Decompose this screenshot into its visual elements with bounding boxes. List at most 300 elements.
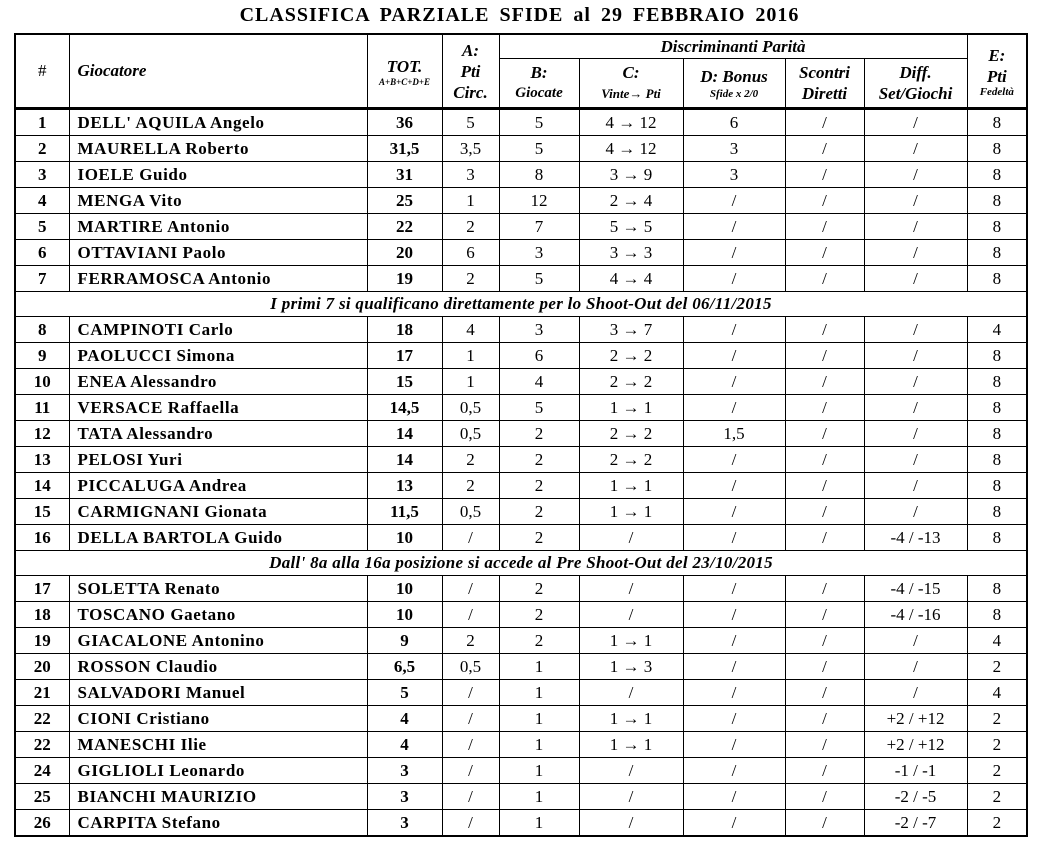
giocate-cell: 12 (499, 188, 579, 214)
table-row (15, 525, 1027, 551)
vinte-pti-cell: 1 → 1 (579, 732, 683, 758)
pos-cell: 5 (15, 214, 69, 240)
table-row (15, 136, 1027, 162)
fedelta-cell: 8 (967, 473, 1027, 499)
vinte-pti-cell: / (579, 784, 683, 810)
pti-circ-cell: 5 (442, 109, 499, 136)
giocate-cell: 8 (499, 162, 579, 188)
sc-label-2: Diretti (801, 84, 848, 103)
rows-mid (15, 317, 1027, 551)
bonus-cell: / (683, 654, 785, 680)
pos-cell: 15 (15, 499, 69, 525)
player-name-cell: CIONI Cristiano (69, 706, 367, 732)
tot-cell: 20 (367, 240, 442, 266)
pti-circ-cell: / (442, 576, 499, 602)
pos-cell: 16 (15, 525, 69, 551)
giocate-cell: 6 (499, 343, 579, 369)
vinte-pti-cell: 3 → 7 (579, 317, 683, 343)
pos-cell: 9 (15, 343, 69, 369)
tot-cell: 6,5 (367, 654, 442, 680)
pti-circ-cell: 2 (442, 473, 499, 499)
rows-top (15, 109, 1027, 292)
diff-cell: +2 / +12 (864, 732, 967, 758)
vinte-pti-cell: 1 → 1 (579, 628, 683, 654)
fedelta-cell: 2 (967, 758, 1027, 784)
tot-cell: 15 (367, 369, 442, 395)
e-label-3: Fedeltà (979, 86, 1014, 98)
diff-label-2: Set/Giochi (878, 84, 953, 103)
scontri-cell: / (785, 214, 864, 240)
bonus-cell: / (683, 810, 785, 837)
tot-sub-label: A+B+C+D+E (378, 76, 431, 87)
table-row (15, 732, 1027, 758)
giocate-cell: 3 (499, 240, 579, 266)
vinte-pti-cell: / (579, 810, 683, 837)
diff-cell: / (864, 240, 967, 266)
player-name-cell: SALVADORI Manuel (69, 680, 367, 706)
tot-cell: 14,5 (367, 395, 442, 421)
vinte-pti-cell: 3 → 3 (579, 240, 683, 266)
table-row (15, 810, 1027, 837)
pti-circ-cell: / (442, 680, 499, 706)
player-name-cell: TATA Alessandro (69, 421, 367, 447)
pti-circ-cell: 1 (442, 188, 499, 214)
tot-cell: 36 (367, 109, 442, 136)
diff-cell: / (864, 654, 967, 680)
diff-label-1: Diff. (899, 63, 932, 82)
vinte-pti-cell: 1 → 1 (579, 706, 683, 732)
bonus-cell: / (683, 628, 785, 654)
fedelta-cell: 2 (967, 732, 1027, 758)
scontri-cell: / (785, 706, 864, 732)
tot-cell: 14 (367, 447, 442, 473)
player-name-cell: DELLA BARTOLA Guido (69, 525, 367, 551)
table-row (15, 240, 1027, 266)
fedelta-cell: 8 (967, 343, 1027, 369)
tot-cell: 31 (367, 162, 442, 188)
bonus-cell: / (683, 576, 785, 602)
fedelta-cell: 8 (967, 576, 1027, 602)
bonus-cell: / (683, 499, 785, 525)
diff-cell: / (864, 214, 967, 240)
table-row (15, 343, 1027, 369)
fedelta-cell: 8 (967, 447, 1027, 473)
bonus-cell: / (683, 706, 785, 732)
col-header-e (967, 34, 1027, 109)
scontri-cell: / (785, 343, 864, 369)
d-label-1: D: Bonus (700, 66, 768, 86)
giocate-cell: 2 (499, 473, 579, 499)
col-header-scontri (785, 59, 864, 109)
vinte-pti-cell: 2 → 2 (579, 343, 683, 369)
a-label-2: Pti (460, 61, 481, 81)
giocate-cell: 5 (499, 136, 579, 162)
diff-cell: -4 / -13 (864, 525, 967, 551)
vinte-pti-cell: 4 → 12 (579, 136, 683, 162)
vinte-pti-cell: 5 → 5 (579, 214, 683, 240)
vinte-pti-cell: / (579, 602, 683, 628)
scontri-cell: / (785, 421, 864, 447)
player-name-cell: GIACALONE Antonino (69, 628, 367, 654)
diff-cell: -2 / -5 (864, 784, 967, 810)
giocate-cell: 2 (499, 421, 579, 447)
player-name-cell: PICCALUGA Andrea (69, 473, 367, 499)
col-header-pos: # (15, 34, 69, 109)
bonus-cell: 1,5 (683, 421, 785, 447)
diff-cell: -4 / -15 (864, 576, 967, 602)
player-name-cell: IOELE Guido (69, 162, 367, 188)
tot-cell: 3 (367, 784, 442, 810)
pos-cell: 3 (15, 162, 69, 188)
vinte-pti-cell: / (579, 758, 683, 784)
table-row (15, 317, 1027, 343)
tot-cell: 17 (367, 343, 442, 369)
giocate-cell: 7 (499, 214, 579, 240)
pos-cell: 17 (15, 576, 69, 602)
scontri-cell: / (785, 447, 864, 473)
scontri-cell: / (785, 240, 864, 266)
pos-cell: 24 (15, 758, 69, 784)
diff-cell: / (864, 317, 967, 343)
pos-cell: 22 (15, 706, 69, 732)
pos-cell: 19 (15, 628, 69, 654)
player-name-cell: MANESCHI Ilie (69, 732, 367, 758)
scontri-cell: / (785, 654, 864, 680)
tot-cell: 5 (367, 680, 442, 706)
scontri-cell: / (785, 109, 864, 136)
pti-circ-cell: 4 (442, 317, 499, 343)
fedelta-cell: 8 (967, 162, 1027, 188)
scontri-cell: / (785, 810, 864, 837)
fedelta-cell: 8 (967, 525, 1027, 551)
table-row (15, 214, 1027, 240)
standings-table (14, 33, 1028, 837)
giocate-cell: 1 (499, 784, 579, 810)
table-row (15, 602, 1027, 628)
player-name-cell: DELL' AQUILA Angelo (69, 109, 367, 136)
vinte-pti-cell: 3 → 9 (579, 162, 683, 188)
player-name-cell: CARMIGNANI Gionata (69, 499, 367, 525)
vinte-pti-cell: / (579, 525, 683, 551)
diff-cell: / (864, 369, 967, 395)
diff-cell: / (864, 266, 967, 292)
table-row (15, 162, 1027, 188)
scontri-cell: / (785, 162, 864, 188)
col-header-player: Giocatore (69, 34, 367, 109)
tot-cell: 18 (367, 317, 442, 343)
player-name-cell: CARPITA Stefano (69, 810, 367, 837)
bonus-cell: / (683, 473, 785, 499)
diff-cell: / (864, 395, 967, 421)
player-name-cell: ENEA Alessandro (69, 369, 367, 395)
scontri-cell: / (785, 602, 864, 628)
giocate-cell: 1 (499, 680, 579, 706)
giocate-cell: 1 (499, 732, 579, 758)
tot-cell: 11,5 (367, 499, 442, 525)
player-name-cell: PAOLUCCI Simona (69, 343, 367, 369)
vinte-pti-cell: 1 → 1 (579, 395, 683, 421)
pos-cell: 4 (15, 188, 69, 214)
fedelta-cell: 8 (967, 136, 1027, 162)
bonus-cell: / (683, 395, 785, 421)
scontri-cell: / (785, 266, 864, 292)
giocate-cell: 1 (499, 758, 579, 784)
vinte-pti-cell: 2 → 2 (579, 421, 683, 447)
tot-cell: 10 (367, 602, 442, 628)
pti-circ-cell: / (442, 810, 499, 837)
bonus-cell: / (683, 602, 785, 628)
pti-circ-cell: 0,5 (442, 654, 499, 680)
fedelta-cell: 2 (967, 654, 1027, 680)
giocate-cell: 1 (499, 654, 579, 680)
fedelta-cell: 2 (967, 784, 1027, 810)
pos-cell: 6 (15, 240, 69, 266)
scontri-cell: / (785, 680, 864, 706)
pti-circ-cell: / (442, 784, 499, 810)
scontri-cell: / (785, 499, 864, 525)
bonus-cell: / (683, 214, 785, 240)
scontri-cell: / (785, 576, 864, 602)
giocate-cell: 5 (499, 266, 579, 292)
pti-circ-cell: 1 (442, 369, 499, 395)
pos-cell: 18 (15, 602, 69, 628)
diff-cell: / (864, 628, 967, 654)
sc-label-1: Scontri (798, 63, 851, 82)
col-header-diff (864, 59, 967, 109)
vinte-pti-cell: 1 → 1 (579, 473, 683, 499)
giocate-cell: 2 (499, 525, 579, 551)
col-header-tot (367, 34, 442, 109)
pos-cell: 13 (15, 447, 69, 473)
giocate-cell: 1 (499, 706, 579, 732)
bonus-cell: 3 (683, 162, 785, 188)
table-row (15, 109, 1027, 136)
vinte-pti-cell: / (579, 576, 683, 602)
giocate-cell: 2 (499, 628, 579, 654)
player-name-cell: VERSACE Raffaella (69, 395, 367, 421)
e-label-1: E: (988, 46, 1006, 65)
diff-cell: -1 / -1 (864, 758, 967, 784)
table-row (15, 447, 1027, 473)
pti-circ-cell: 2 (442, 266, 499, 292)
diff-cell: / (864, 343, 967, 369)
bonus-cell: / (683, 447, 785, 473)
pti-circ-cell: / (442, 525, 499, 551)
pos-cell: 26 (15, 810, 69, 837)
scontri-cell: / (785, 628, 864, 654)
pti-circ-cell: 2 (442, 214, 499, 240)
bonus-cell: / (683, 758, 785, 784)
pti-circ-cell: / (442, 758, 499, 784)
diff-cell: -2 / -7 (864, 810, 967, 837)
giocate-cell: 2 (499, 499, 579, 525)
fedelta-cell: 8 (967, 109, 1027, 136)
scontri-cell: / (785, 395, 864, 421)
tot-cell: 3 (367, 810, 442, 837)
bonus-cell: / (683, 317, 785, 343)
table-row (15, 628, 1027, 654)
scontri-cell: / (785, 784, 864, 810)
pos-cell: 12 (15, 421, 69, 447)
note-pre-shootout: Dall' 8a alla 16a posizione si accede al Pre Shoot-Out del 23/10/2015 (15, 551, 1027, 576)
player-name-cell: BIANCHI MAURIZIO (69, 784, 367, 810)
table-row (15, 758, 1027, 784)
giocate-cell: 1 (499, 810, 579, 837)
col-header-a (442, 34, 499, 109)
tot-cell: 10 (367, 576, 442, 602)
a-label-1: A: (462, 40, 479, 60)
diff-cell: / (864, 421, 967, 447)
scontri-cell: / (785, 136, 864, 162)
diff-cell: / (864, 162, 967, 188)
diff-cell: / (864, 499, 967, 525)
table-row (15, 499, 1027, 525)
pos-cell: 22 (15, 732, 69, 758)
table-row (15, 680, 1027, 706)
scontri-cell: / (785, 317, 864, 343)
bonus-cell: / (683, 369, 785, 395)
tot-cell: 14 (367, 421, 442, 447)
fedelta-cell: 8 (967, 266, 1027, 292)
pti-circ-cell: 2 (442, 447, 499, 473)
b-label-1: B: (530, 63, 548, 82)
player-name-cell: ROSSON Claudio (69, 654, 367, 680)
giocate-cell: 5 (499, 395, 579, 421)
pti-circ-cell: 2 (442, 628, 499, 654)
pti-circ-cell: 0,5 (442, 395, 499, 421)
fedelta-cell: 4 (967, 317, 1027, 343)
player-name-cell: MAURELLA Roberto (69, 136, 367, 162)
diff-cell: / (864, 136, 967, 162)
scontri-cell: / (785, 188, 864, 214)
table-row (15, 576, 1027, 602)
player-name-cell: TOSCANO Gaetano (69, 602, 367, 628)
bonus-cell: 6 (683, 109, 785, 136)
fedelta-cell: 8 (967, 240, 1027, 266)
diff-cell: -4 / -16 (864, 602, 967, 628)
fedelta-cell: 8 (967, 602, 1027, 628)
tot-label: TOT. (386, 56, 423, 76)
vinte-pti-cell: 2 → 2 (579, 447, 683, 473)
col-header-group: Discriminanti Parità (499, 34, 967, 59)
bonus-cell: / (683, 188, 785, 214)
tot-cell: 10 (367, 525, 442, 551)
player-name-cell: PELOSI Yuri (69, 447, 367, 473)
table-row (15, 369, 1027, 395)
pti-circ-cell: / (442, 602, 499, 628)
fedelta-cell: 2 (967, 810, 1027, 837)
scontri-cell: / (785, 369, 864, 395)
fedelta-cell: 8 (967, 188, 1027, 214)
vinte-pti-cell: 4 → 4 (579, 266, 683, 292)
pti-circ-cell: 1 (442, 343, 499, 369)
note-qualification: I primi 7 si qualificano direttamente per lo Shoot-Out del 06/11/2015 (15, 292, 1027, 317)
fedelta-cell: 8 (967, 395, 1027, 421)
vinte-pti-cell: 1 → 1 (579, 499, 683, 525)
d-label-2: Sfide x 2/0 (709, 87, 759, 100)
pos-cell: 21 (15, 680, 69, 706)
bonus-cell: / (683, 240, 785, 266)
c-label-2: Vinte→ Pti (601, 86, 661, 101)
e-label-2: Pti (986, 67, 1007, 86)
pos-cell: 14 (15, 473, 69, 499)
fedelta-cell: 8 (967, 421, 1027, 447)
page-title: CLASSIFICA PARZIALE SFIDE al 29 FEBBRAIO 2016 (239, 4, 800, 26)
tot-cell: 9 (367, 628, 442, 654)
fedelta-cell: 2 (967, 706, 1027, 732)
pti-circ-cell: 0,5 (442, 499, 499, 525)
pti-circ-cell: 6 (442, 240, 499, 266)
pos-cell: 7 (15, 266, 69, 292)
table-row (15, 706, 1027, 732)
table-row (15, 395, 1027, 421)
tot-cell: 25 (367, 188, 442, 214)
vinte-pti-cell: 1 → 3 (579, 654, 683, 680)
player-name-cell: MENGA Vito (69, 188, 367, 214)
table-row (15, 421, 1027, 447)
table-row (15, 654, 1027, 680)
pti-circ-cell: / (442, 706, 499, 732)
giocate-cell: 3 (499, 317, 579, 343)
b-label-2: Giocate (515, 85, 563, 101)
pos-cell: 10 (15, 369, 69, 395)
pos-cell: 11 (15, 395, 69, 421)
fedelta-cell: 4 (967, 680, 1027, 706)
bonus-cell: / (683, 784, 785, 810)
col-header-b (499, 59, 579, 109)
scontri-cell: / (785, 732, 864, 758)
giocate-cell: 4 (499, 369, 579, 395)
rows-bottom (15, 576, 1027, 837)
c-label-1: C: (622, 63, 640, 82)
player-name-cell: FERRAMOSCA Antonio (69, 266, 367, 292)
pos-cell: 1 (15, 109, 69, 136)
pos-cell: 20 (15, 654, 69, 680)
scontri-cell: / (785, 473, 864, 499)
diff-cell: / (864, 447, 967, 473)
tot-cell: 13 (367, 473, 442, 499)
giocate-cell: 2 (499, 602, 579, 628)
fedelta-cell: 8 (967, 369, 1027, 395)
diff-cell: / (864, 188, 967, 214)
tot-cell: 31,5 (367, 136, 442, 162)
player-name-cell: MARTIRE Antonio (69, 214, 367, 240)
table-row (15, 784, 1027, 810)
vinte-pti-cell: 2 → 2 (579, 369, 683, 395)
fedelta-cell: 8 (967, 214, 1027, 240)
bonus-cell: / (683, 732, 785, 758)
pos-cell: 2 (15, 136, 69, 162)
pos-cell: 8 (15, 317, 69, 343)
giocate-cell: 5 (499, 109, 579, 136)
player-name-cell: CAMPINOTI Carlo (69, 317, 367, 343)
tot-cell: 19 (367, 266, 442, 292)
diff-cell: / (864, 680, 967, 706)
pti-circ-cell: / (442, 732, 499, 758)
bonus-cell: / (683, 680, 785, 706)
player-name-cell: SOLETTA Renato (69, 576, 367, 602)
fedelta-cell: 4 (967, 628, 1027, 654)
table-row (15, 266, 1027, 292)
bonus-cell: 3 (683, 136, 785, 162)
pti-circ-cell: 3 (442, 162, 499, 188)
col-header-c (579, 59, 683, 109)
bonus-cell: / (683, 266, 785, 292)
giocate-cell: 2 (499, 447, 579, 473)
scontri-cell: / (785, 758, 864, 784)
diff-cell: +2 / +12 (864, 706, 967, 732)
giocate-cell: 2 (499, 576, 579, 602)
